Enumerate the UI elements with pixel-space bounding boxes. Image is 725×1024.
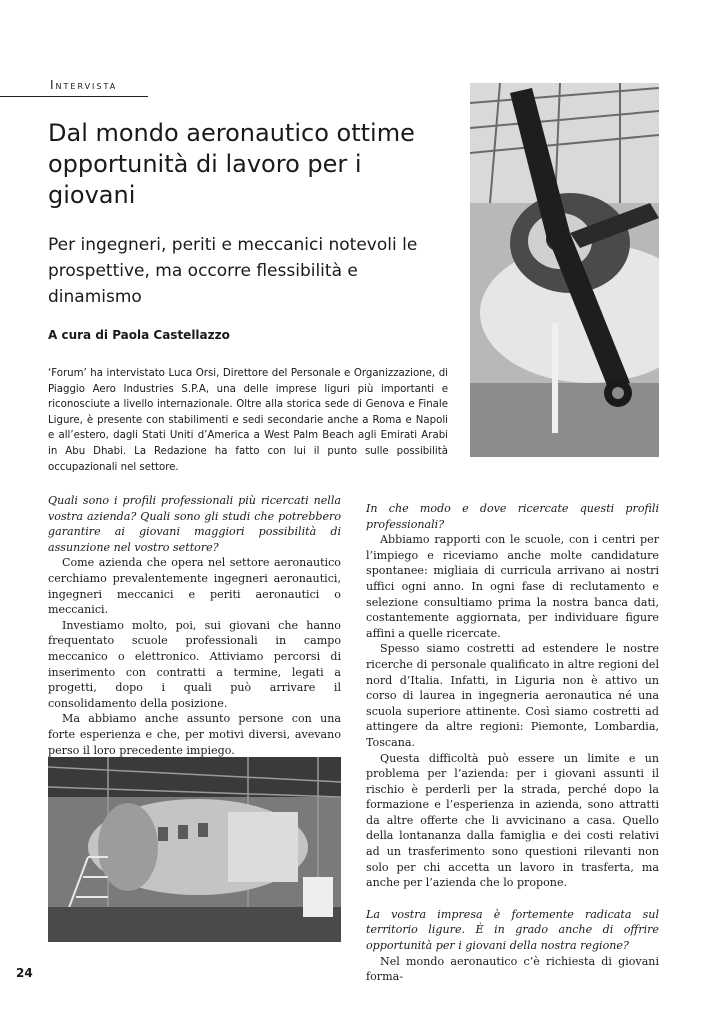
- answer-paragraph: Come azienda che opera nel settore aeronautico cerchiamo prevalentemente ingegneri aeronautici, ingegneri meccanici e periti aeronautici o meccanici.: [48, 556, 341, 617]
- question-2: In che modo e dove ricercate questi profili professionali?: [366, 502, 659, 531]
- question-1: Quali sono i profili professionali più ricercati nella vostra azienda? Quali sono gli studi che potrebbero garantire ai giovani maggiori possibilità di assunzione nel vostro settore?: [48, 494, 341, 554]
- answer-paragraph: Spesso siamo costretti ad estendere le nostre ricerche di personale qualificato in altre regioni del nord d’Italia. Infatti, in Liguria non è attivo un corso di laurea in ingegneria aeronautica né una scuola superiore attinente. Così siamo costretti ad attingere da altre regioni: Piemonte, Lombardia, Toscana.: [366, 642, 659, 749]
- left-text-column: [48, 493, 341, 758]
- propeller-aircraft-image: [470, 83, 659, 457]
- intro-paragraph: ‘Forum’ ha intervistato Luca Orsi, Direttore del Personale e Organizzazione, di Piaggio Aero Industries S.P.A, una delle imprese liguri più importanti e riconosciute a livello internazionale. Oltre alla storica sede di Genova e Finale Ligure, è presente con stabilimenti e sedi secondarie anche a Roma e Napoli e all’estero, dagli Stati Uniti d’America a West Palm Beach agli Emirati Arabi in Abu Dhabi. La Redazione ha fatto con lui il punto sulle possibilità occupazionali nel settore.: [48, 368, 448, 473]
- answer-paragraph: Questa difficoltà può essere un limite e un problema per l’azienda: per i giovani assunti il rischio è perderli per la strada, perché dopo la formazione e l’esperienza in azienda, sono attratti da altre offerte che li avvicinano a casa. Quello della lontananza dalla famiglia e dei costi relativi ad un trasferimento sono questioni rilevanti non solo per chi accetta un lavoro in trasferta, ma anche per l’azienda che lo propone.: [366, 751, 659, 890]
- article-title: Dal mondo aeronautico ottime opportunità di lavoro per i giovani: [48, 119, 415, 209]
- section-label: [0, 78, 148, 97]
- article-subtitle: Per ingegneri, periti e meccanici notevoli le prospettive, ma occorre flessibilità e dinamismo: [48, 235, 418, 307]
- answer-paragraph: Investiamo molto, poi, sui giovani che hanno frequentato scuole professionali in campo meccanico o elettronico. Attiviamo percorsi di inserimento con contratti a termine, legati a progetti, dopo i quali può arrivare il consolidamento della posizione.: [48, 618, 341, 710]
- fuselage-hangar-photo: [48, 757, 341, 942]
- byline: A cura di Paola Castellazzo: [48, 328, 230, 342]
- right-text-column: [366, 501, 659, 985]
- fuselage-hangar-image: [48, 757, 341, 942]
- propeller-aircraft-photo: [470, 83, 659, 457]
- answer-paragraph: Abbiamo rapporti con le scuole, con i centri per l’impiego e riceviamo anche molte candidature spontanee: migliaia di curricula arrivano ai nostri uffici ogni anno. In ogni fase di reclutamento e selezione consultiamo prima la nostra banca dati, costantemente aggiornata, per individuare figure affini a quelle ricercate.: [366, 533, 659, 640]
- page-number: 24: [16, 966, 33, 980]
- answer-paragraph: Nel mondo aeronautico c’è richiesta di giovani forma-: [366, 954, 659, 984]
- section-label-text: Intervista: [50, 78, 118, 92]
- answer-paragraph: Ma abbiamo anche assunto persone con una forte esperienza e che, per motivi diversi, avevano perso il loro precedente impiego.: [48, 712, 341, 757]
- question-3: La vostra impresa è fortemente radicata sul territorio ligure. È in grado anche di offrire opportunità per i giovani della nostra regione?: [366, 907, 659, 953]
